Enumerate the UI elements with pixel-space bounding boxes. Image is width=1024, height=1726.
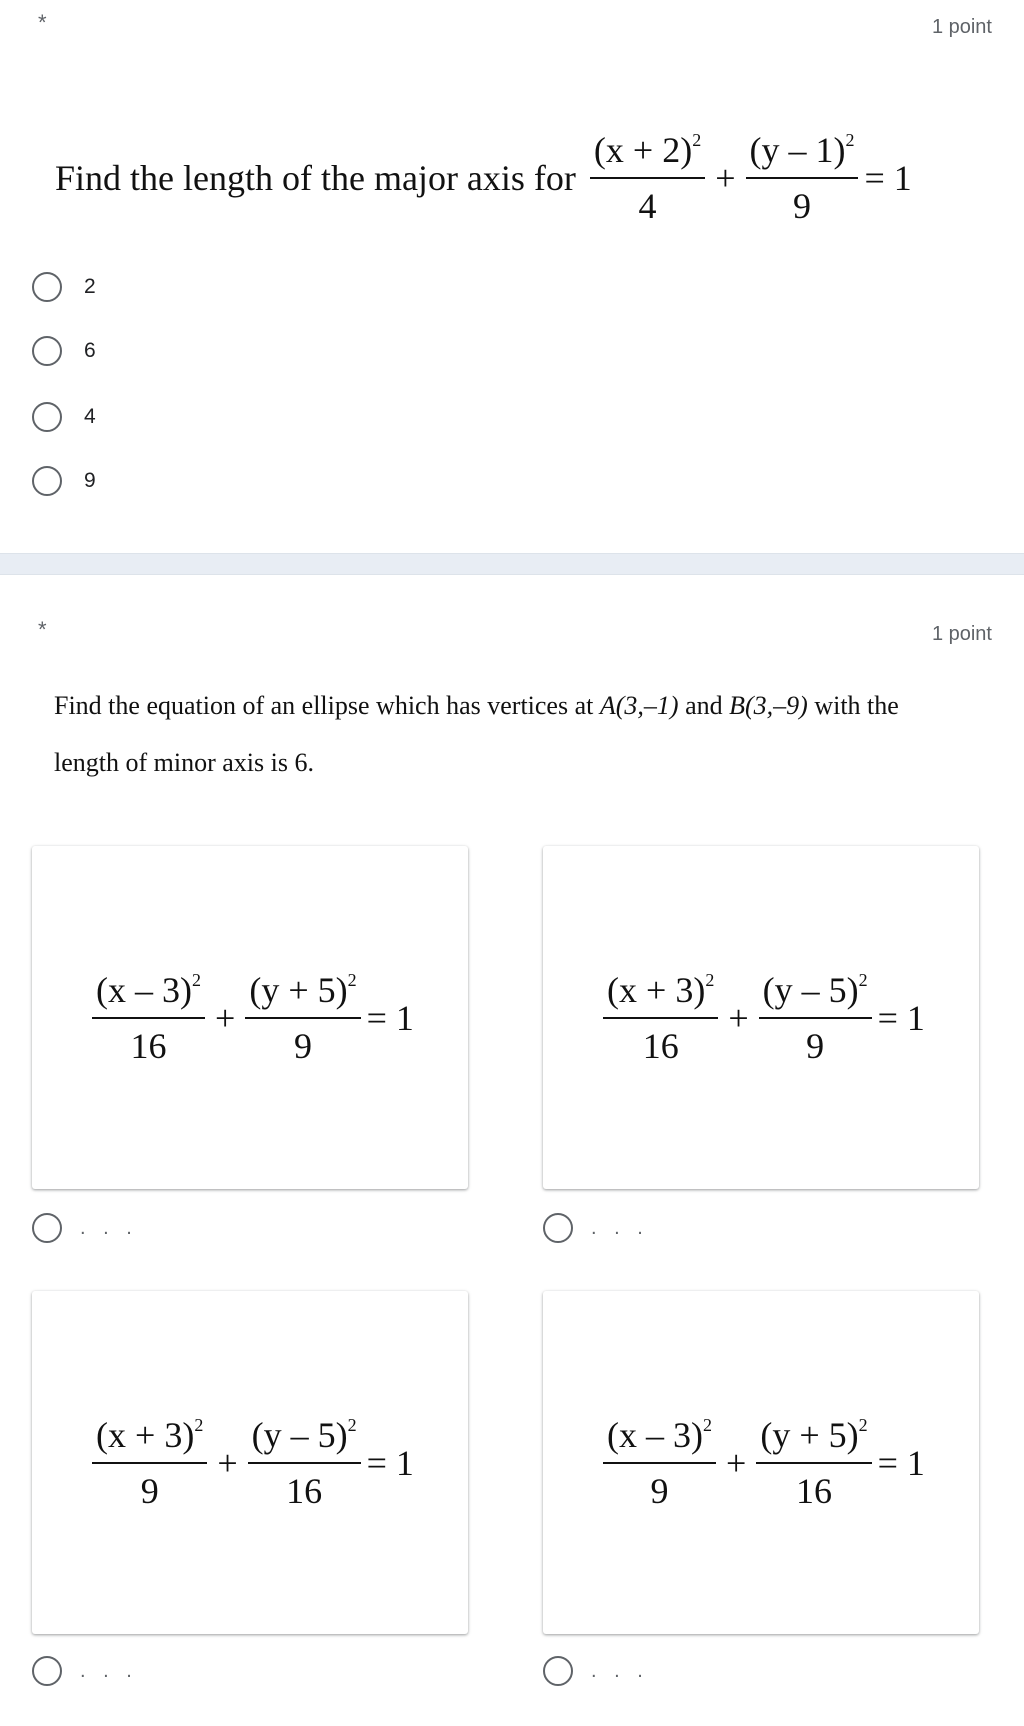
question-divider bbox=[0, 553, 1024, 575]
radio-button[interactable] bbox=[32, 336, 62, 366]
equals-one: = 1 bbox=[864, 158, 912, 198]
exponent: 2 bbox=[703, 1414, 713, 1435]
question-2-prompt bbox=[54, 677, 994, 791]
numerator: (x + 3) bbox=[607, 969, 706, 1010]
numerator: (y – 5) bbox=[762, 969, 859, 1010]
exponent: 2 bbox=[692, 129, 702, 150]
numerator: (x + 3) bbox=[96, 1414, 195, 1455]
exponent: 2 bbox=[192, 969, 202, 990]
denominator: 9 bbox=[792, 186, 811, 226]
equals-one: = 1 bbox=[877, 997, 925, 1038]
exponent: 2 bbox=[347, 1414, 357, 1435]
choice-row-b[interactable] bbox=[543, 1208, 649, 1248]
choice-label: . . . bbox=[80, 1659, 138, 1682]
numerator: (x – 3) bbox=[96, 969, 193, 1010]
numerator: (y – 1) bbox=[749, 130, 846, 170]
choice-row-c[interactable] bbox=[32, 1651, 138, 1691]
numerator: (y + 5) bbox=[760, 1414, 859, 1455]
exponent: 2 bbox=[858, 969, 868, 990]
radio-button[interactable] bbox=[543, 1656, 573, 1686]
equation bbox=[597, 1414, 925, 1512]
vertex-b: B(3,–9) bbox=[729, 691, 808, 720]
option-row[interactable] bbox=[32, 331, 96, 371]
plus-sign: + bbox=[215, 997, 236, 1038]
question-1-card bbox=[0, 0, 1024, 553]
required-asterisk: * bbox=[38, 10, 47, 35]
and-word: and bbox=[685, 691, 723, 720]
option-row[interactable] bbox=[32, 461, 96, 501]
denominator: 9 bbox=[293, 1025, 312, 1066]
denominator: 4 bbox=[638, 186, 657, 226]
vertex-a: A(3,–1) bbox=[599, 691, 679, 720]
denominator: 9 bbox=[140, 1470, 159, 1511]
required-asterisk: * bbox=[38, 617, 47, 642]
exponent: 2 bbox=[347, 969, 357, 990]
numerator: (x + 2) bbox=[593, 130, 693, 170]
prompt-text: Find the length of the major axis for bbox=[55, 158, 576, 198]
equation bbox=[597, 969, 925, 1067]
option-row[interactable] bbox=[32, 267, 96, 307]
option-label: 9 bbox=[84, 469, 96, 492]
prompt-line-2: length of minor axis is 6. bbox=[54, 748, 314, 777]
fraction-term-2 bbox=[746, 129, 859, 227]
choice-image-c[interactable] bbox=[32, 1291, 468, 1634]
choice-image-a[interactable] bbox=[32, 846, 468, 1189]
exponent: 2 bbox=[858, 1414, 868, 1435]
prompt-part-2: with the bbox=[814, 691, 899, 720]
choice-image-b[interactable] bbox=[543, 846, 979, 1189]
radio-button[interactable] bbox=[32, 402, 62, 432]
plus-sign: + bbox=[726, 1442, 747, 1483]
points-label: 1 point bbox=[931, 623, 992, 645]
option-label: 4 bbox=[84, 405, 96, 428]
choice-label: . . . bbox=[591, 1659, 649, 1682]
choice-row-a[interactable] bbox=[32, 1208, 138, 1248]
exponent: 2 bbox=[705, 969, 715, 990]
option-row[interactable] bbox=[32, 397, 96, 437]
exponent: 2 bbox=[845, 129, 855, 150]
choice-label: . . . bbox=[80, 1216, 138, 1239]
option-label: 2 bbox=[84, 275, 96, 298]
option-label: 6 bbox=[84, 339, 96, 362]
equation bbox=[86, 969, 414, 1067]
choice-label: . . . bbox=[591, 1216, 649, 1239]
question-1-prompt bbox=[55, 118, 912, 238]
plus-sign: + bbox=[217, 1442, 238, 1483]
equation bbox=[86, 1414, 414, 1512]
exponent: 2 bbox=[194, 1414, 204, 1435]
equals-one: = 1 bbox=[877, 1442, 925, 1483]
radio-button[interactable] bbox=[32, 272, 62, 302]
equals-one: = 1 bbox=[366, 997, 414, 1038]
numerator: (y + 5) bbox=[249, 969, 348, 1010]
equals-one: = 1 bbox=[366, 1442, 414, 1483]
denominator: 16 bbox=[795, 1470, 832, 1511]
question-2-card bbox=[0, 575, 1024, 1726]
denominator: 9 bbox=[806, 1025, 825, 1066]
radio-button[interactable] bbox=[32, 466, 62, 496]
numerator: (y – 5) bbox=[251, 1414, 348, 1455]
fraction-term-1 bbox=[590, 129, 705, 227]
choice-image-d[interactable] bbox=[543, 1291, 979, 1634]
denominator: 16 bbox=[642, 1025, 679, 1066]
prompt-part-1: Find the equation of an ellipse which has vertices at bbox=[54, 691, 594, 720]
radio-button[interactable] bbox=[543, 1213, 573, 1243]
denominator: 16 bbox=[286, 1470, 323, 1511]
points-label: 1 point bbox=[931, 16, 992, 38]
plus-sign: + bbox=[728, 997, 749, 1038]
plus-sign: + bbox=[715, 158, 736, 198]
denominator: 9 bbox=[650, 1470, 669, 1511]
choice-row-d[interactable] bbox=[543, 1651, 649, 1691]
radio-button[interactable] bbox=[32, 1656, 62, 1686]
denominator: 16 bbox=[130, 1025, 167, 1066]
numerator: (x – 3) bbox=[607, 1414, 704, 1455]
radio-button[interactable] bbox=[32, 1213, 62, 1243]
